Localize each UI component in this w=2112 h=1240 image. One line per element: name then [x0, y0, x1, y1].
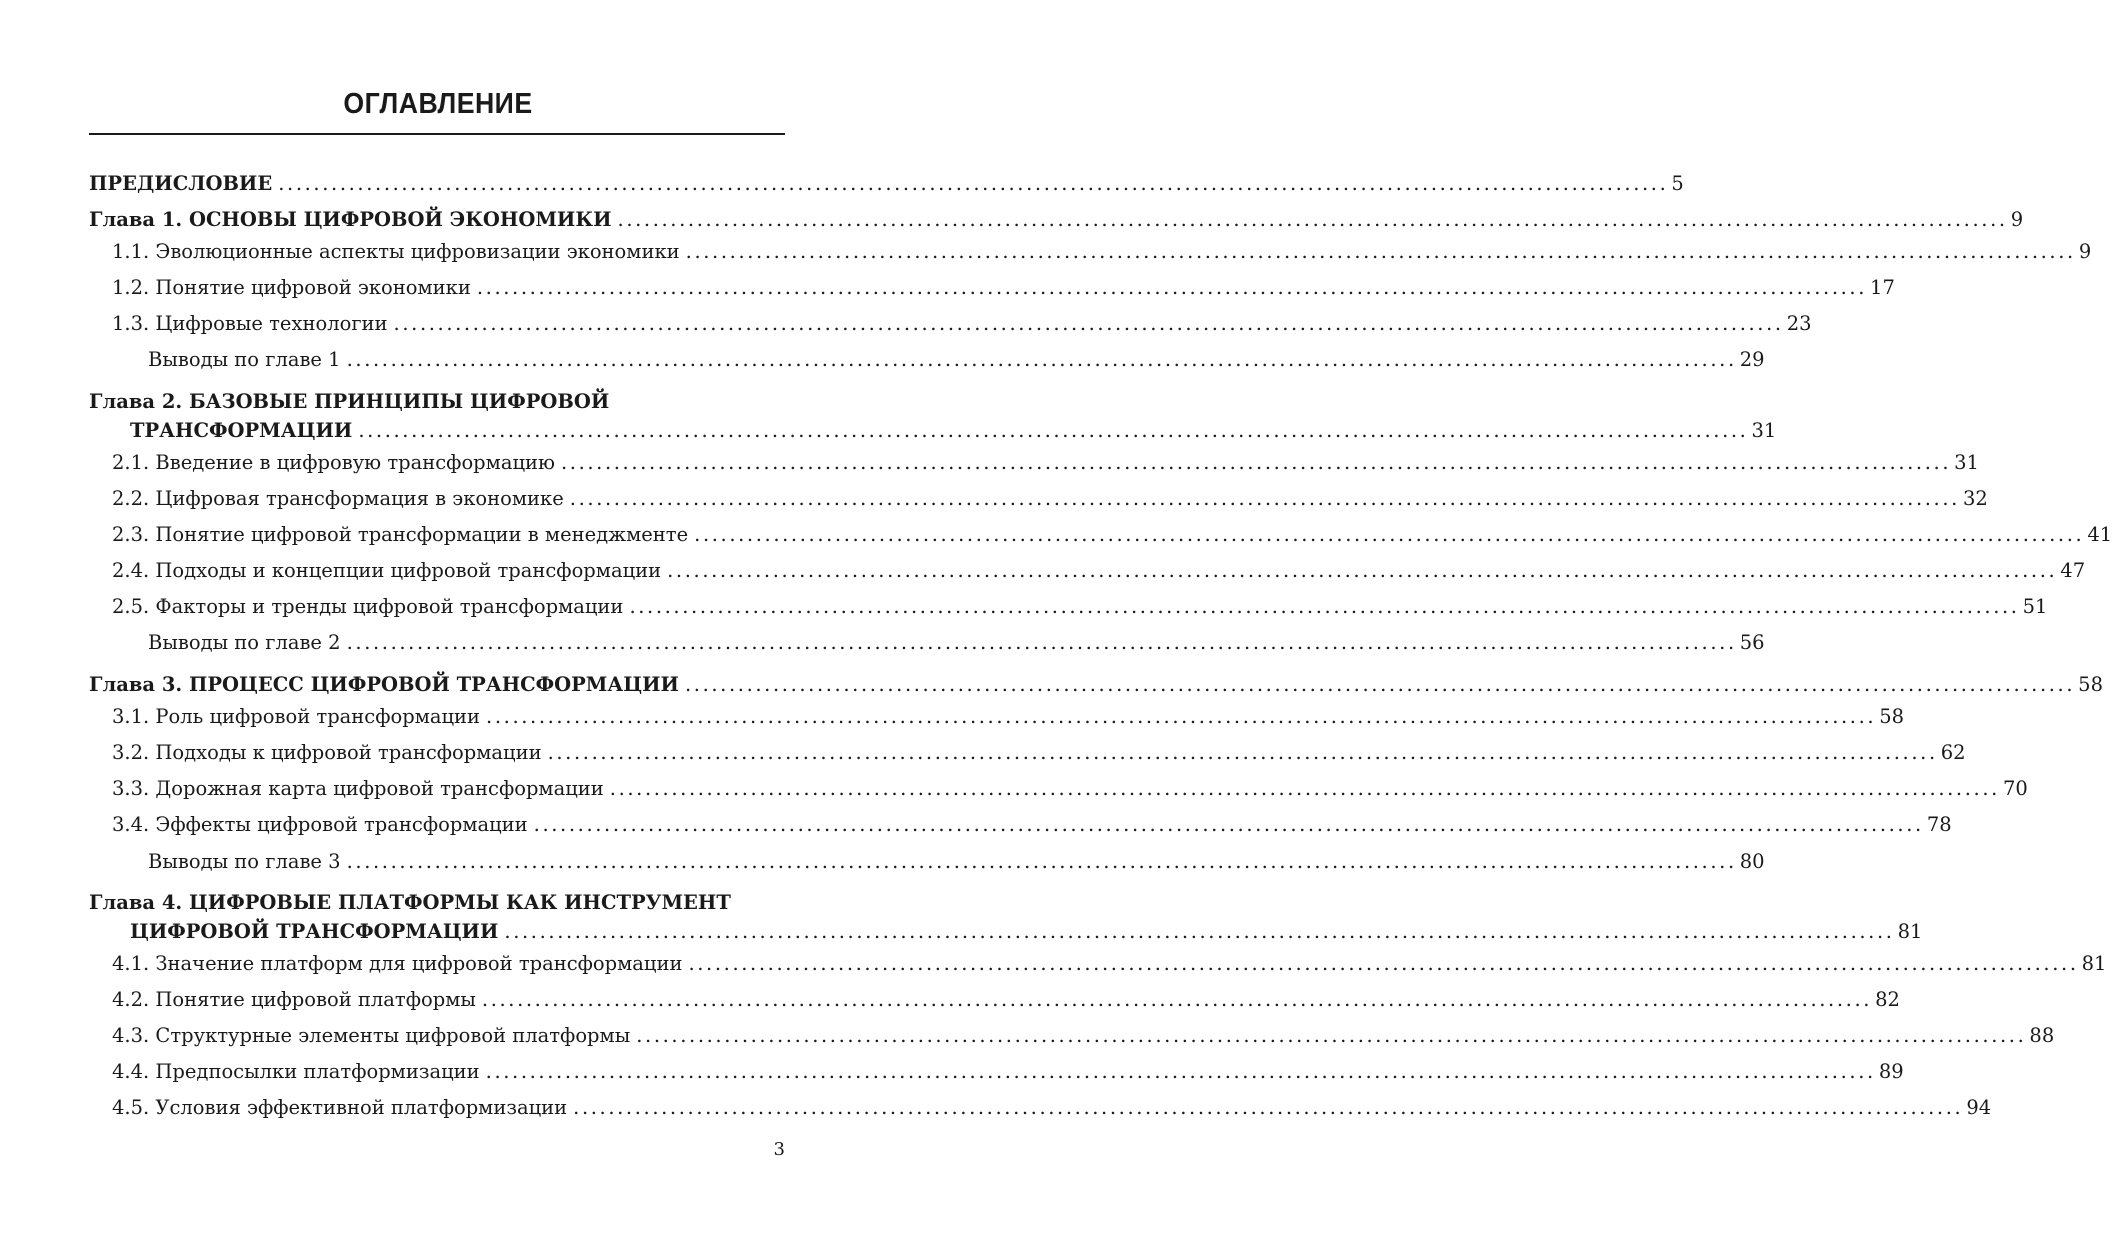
- toc-section-page: 23: [1786, 312, 1812, 335]
- dot-leader: ..............................................................................................................................................................: [393, 312, 1784, 335]
- toc-section-page: 81: [2081, 952, 2107, 975]
- toc-section-page: 62: [1940, 741, 1966, 764]
- toc-section-page: 29: [1739, 348, 1765, 371]
- toc-section-label: 3.3. Дорожная карта цифровой трансформации: [112, 777, 604, 800]
- toc-chapter-label: ЦИФРОВОЙ ТРАНСФОРМАЦИИ: [130, 920, 499, 943]
- dot-leader: ..............................................................................................................................................................: [278, 172, 1669, 195]
- toc-section-page: 88: [2029, 1024, 2055, 1047]
- toc-section-page: 9: [2078, 240, 2092, 263]
- toc-chapter-page: 81: [1897, 920, 1923, 943]
- dot-leader: ..............................................................................................................................................................: [629, 595, 2020, 618]
- toc-section-label: 2.5. Факторы и тренды цифровой трансформации: [112, 595, 624, 618]
- toc-section-page: 82: [1875, 988, 1900, 1011]
- toc-chapter-2-line1[interactable]: Глава 2. БАЗОВЫЕ ПРИНЦИПЫ ЦИФРОВОЙ: [89, 390, 610, 413]
- toc-section-4-5[interactable]: [112, 1096, 1992, 1120]
- toc-section-page: 70: [2002, 777, 2028, 800]
- toc-section-1-3[interactable]: [112, 312, 1812, 336]
- toc-section-page: 58: [1879, 705, 1905, 728]
- toc-entry-page: 5: [1671, 172, 1684, 195]
- toc-section-4-2[interactable]: [112, 988, 1900, 1012]
- toc-chapter-label: ТРАНСФОРМАЦИИ: [130, 419, 353, 442]
- toc-section-label: 4.5. Условия эффективной платформизации: [112, 1096, 568, 1119]
- toc-section-3-4[interactable]: [112, 813, 1952, 837]
- dot-leader: ..............................................................................................................................................................: [346, 631, 1737, 654]
- toc-chapter-page: 31: [1751, 419, 1777, 442]
- toc-section-1-2[interactable]: [112, 276, 1895, 300]
- toc-conclusions-2[interactable]: [148, 631, 1765, 655]
- toc-section-label: 2.3. Понятие цифровой трансформации в менеджменте: [112, 523, 689, 546]
- toc-section-label: 4.1. Значение платформ для цифровой трансформации: [112, 952, 683, 975]
- toc-section-label: 1.3. Цифровые технологии: [112, 312, 388, 335]
- dot-leader: ..............................................................................................................................................................: [476, 276, 1868, 299]
- toc-section-2-4[interactable]: [112, 559, 2086, 583]
- page-number: 3: [773, 1139, 785, 1160]
- toc-section-page: 17: [1870, 276, 1895, 299]
- dot-leader: ..............................................................................................................................................................: [481, 988, 1873, 1011]
- toc-section-label: Выводы по главе 3: [148, 850, 341, 873]
- toc-section-page: 51: [2022, 595, 2048, 618]
- toc-section-label: 2.1. Введение в цифровую трансформацию: [112, 451, 555, 474]
- dot-leader: ..............................................................................................................................................................: [560, 451, 1952, 474]
- toc-chapter-label: Глава 3. ПРОЦЕСС ЦИФРОВОЙ ТРАНСФОРМАЦИИ: [89, 673, 679, 696]
- toc-section-page: 94: [1966, 1096, 1992, 1119]
- toc-section-label: 4.3. Структурные элементы цифровой платформы: [112, 1024, 631, 1047]
- toc-section-label: Выводы по главе 2: [148, 631, 341, 654]
- toc-section-label: 4.4. Предпосылки платформизации: [112, 1060, 480, 1083]
- toc-chapter-1[interactable]: [89, 208, 2024, 232]
- dot-leader: ..............................................................................................................................................................: [346, 850, 1737, 873]
- dot-leader: ..............................................................................................................................................................: [688, 952, 2079, 975]
- dot-leader: ..............................................................................................................................................................: [358, 419, 1749, 442]
- toc-section-3-3[interactable]: [112, 777, 2028, 801]
- toc-section-page: 32: [1962, 487, 1988, 510]
- toc-chapter-label: Глава 1. ОСНОВЫ ЦИФРОВОЙ ЭКОНОМИКИ: [89, 208, 612, 231]
- dot-leader: ..............................................................................................................................................................: [569, 487, 1960, 510]
- page-title: ОГЛАВЛЕНИЕ: [343, 88, 533, 120]
- toc-section-label: 2.4. Подходы и концепции цифровой трансформации: [112, 559, 662, 582]
- toc-section-4-3[interactable]: [112, 1024, 2055, 1048]
- toc-chapter-page: 58: [2078, 673, 2103, 696]
- toc-section-label: 1.1. Эволюционные аспекты цифровизации экономики: [112, 240, 680, 263]
- dot-leader: ..............................................................................................................................................................: [609, 777, 2000, 800]
- dot-leader: ..............................................................................................................................................................: [684, 673, 2076, 696]
- dot-leader: ..............................................................................................................................................................: [504, 920, 1895, 943]
- toc-section-page: 41: [2087, 523, 2112, 546]
- toc-section-2-5[interactable]: [112, 595, 2048, 619]
- toc-section-4-1[interactable]: [112, 952, 2107, 976]
- toc-section-label: 1.2. Понятие цифровой экономики: [112, 276, 471, 299]
- dot-leader: ..............................................................................................................................................................: [573, 1096, 1964, 1119]
- toc-section-label: 3.2. Подходы к цифровой трансформации: [112, 741, 542, 764]
- dot-leader: ..............................................................................................................................................................: [694, 523, 2085, 546]
- dot-leader: ..............................................................................................................................................................: [547, 741, 1938, 764]
- toc-section-label: Выводы по главе 1: [148, 348, 341, 371]
- toc-section-page: 31: [1954, 451, 1979, 474]
- toc-section-page: 47: [2060, 559, 2086, 582]
- dot-leader: ..............................................................................................................................................................: [346, 348, 1737, 371]
- toc-section-2-3[interactable]: [112, 523, 2112, 547]
- toc-section-label: 3.4. Эффекты цифровой трансформации: [112, 813, 528, 836]
- toc-section-2-2[interactable]: [112, 487, 1988, 511]
- toc-chapter-4-line1[interactable]: Глава 4. ЦИФРОВЫЕ ПЛАТФОРМЫ КАК ИНСТРУМЕНТ: [89, 891, 731, 914]
- toc-section-1-1[interactable]: [112, 240, 2092, 264]
- toc-chapter-page: 9: [2010, 208, 2024, 231]
- toc-section-3-2[interactable]: [112, 741, 1966, 765]
- toc-chapter-3[interactable]: [89, 673, 2103, 697]
- toc-conclusions-3[interactable]: [148, 850, 1765, 874]
- dot-leader: ..............................................................................................................................................................: [617, 208, 2008, 231]
- toc-chapter-2[interactable]: [130, 419, 1777, 443]
- toc-section-page: 89: [1878, 1060, 1904, 1083]
- dot-leader: ..............................................................................................................................................................: [486, 705, 1877, 728]
- toc-entry-preface[interactable]: [89, 172, 1684, 196]
- toc-section-2-1[interactable]: [112, 451, 1979, 475]
- toc-section-3-1[interactable]: [112, 705, 1905, 729]
- dot-leader: ..............................................................................................................................................................: [485, 1060, 1876, 1083]
- toc-entry-label: ПРЕДИСЛОВИЕ: [89, 172, 273, 195]
- toc-section-page: 80: [1739, 850, 1765, 873]
- toc-chapter-4[interactable]: [130, 920, 1923, 944]
- dot-leader: ..............................................................................................................................................................: [685, 240, 2076, 263]
- toc-section-4-4[interactable]: [112, 1060, 1904, 1084]
- toc-section-page: 56: [1739, 631, 1765, 654]
- dot-leader: ..............................................................................................................................................................: [636, 1024, 2027, 1047]
- toc-conclusions-1[interactable]: [148, 348, 1765, 372]
- toc-section-label: 2.2. Цифровая трансформация в экономике: [112, 487, 564, 510]
- toc-section-label: 3.1. Роль цифровой трансформации: [112, 705, 481, 728]
- dot-leader: ..............................................................................................................................................................: [667, 559, 2058, 582]
- toc-section-page: 78: [1926, 813, 1952, 836]
- toc-section-label: 4.2. Понятие цифровой платформы: [112, 988, 476, 1011]
- dot-leader: ..............................................................................................................................................................: [533, 813, 1924, 836]
